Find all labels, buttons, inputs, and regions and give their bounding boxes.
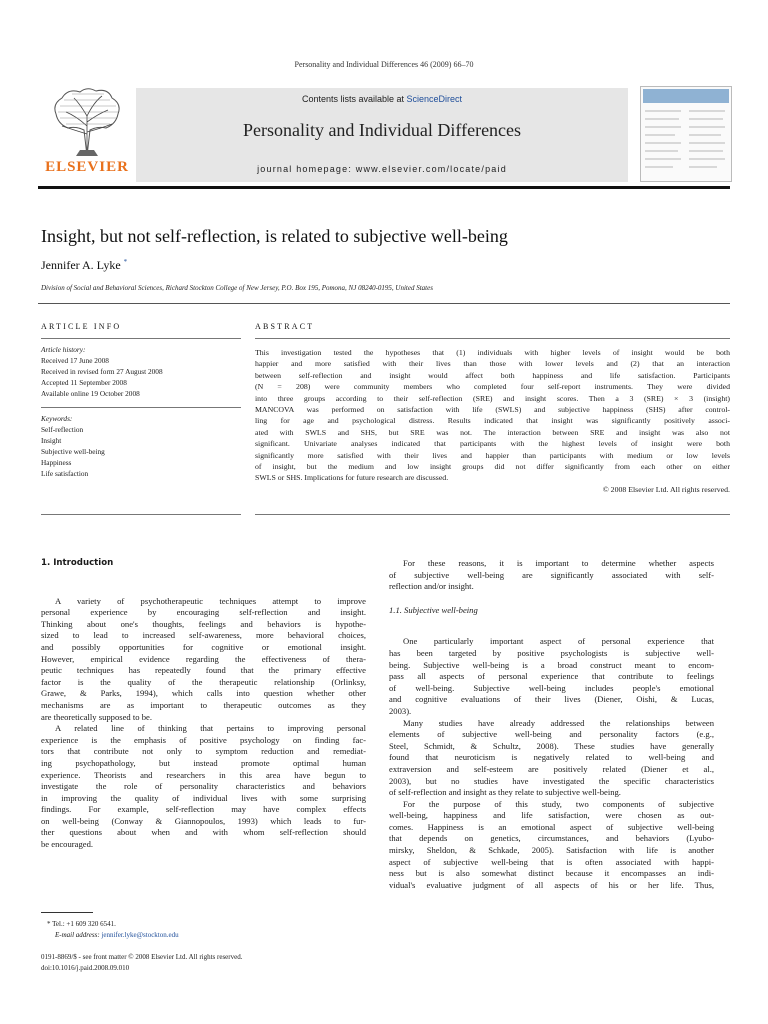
author-footnote-mark[interactable]: * <box>123 258 128 266</box>
body-column-left <box>41 558 366 851</box>
header-rule <box>38 186 730 189</box>
body-line: sized to lead to increased self-awareness, more behavioral choices, <box>41 630 366 641</box>
history-item: Available online 19 October 2008 <box>41 388 140 398</box>
body-line: Grawe, & Parks, 1994), which calls into question whether other <box>41 688 366 699</box>
abstract-end-rule <box>255 514 730 515</box>
body-line: findings. For example, self-reflection may have complex effects <box>41 804 366 815</box>
body-line: being. Subjective well-being is a broad construct meant to encom- <box>389 659 714 670</box>
keyword-item: Subjective well-being <box>41 446 105 456</box>
email-link[interactable]: jennifer.lyke@stockton.edu <box>101 931 179 939</box>
history-item: Received 17 June 2008 <box>41 355 109 365</box>
body-line: Many studies have already addressed the relationships between <box>403 717 714 728</box>
keyword-item: Insight <box>41 435 62 445</box>
body-line: However, empirical evidence regarding the effectiveness of thera- <box>41 653 366 664</box>
author-footnote <box>41 919 179 941</box>
body-line: aspect of subjective well-being that is often associated with happi- <box>389 856 714 867</box>
footnote-tel: * Tel.: +1 609 320 6541. <box>47 920 116 928</box>
body-line: A variety of psychotherapeutic techniques attempt to improve <box>55 595 366 606</box>
email-label: E-mail address: <box>55 931 102 939</box>
body-line: comes. Happiness is an emotional aspect of subjective well-being <box>389 821 714 832</box>
body-line: Steel, Schmidt, & Schultz, 2008). These studies have generally <box>389 740 714 751</box>
body-line: factor is the quality of the therapeutic relationship (Orlinksy, <box>41 676 366 687</box>
affiliation: Division of Social and Behavioral Sciences, Richard Stockton College of New Jersey, P.O. Box 195, Pomona, NJ 08240-0195, United States <box>41 284 433 292</box>
body-line: and possibly opportunities for cognitive or emotional insight. <box>41 641 366 652</box>
subsection-heading: 1.1. Subjective well-being <box>389 604 478 615</box>
issn-line: 0191-8869/$ - see front matter © 2008 Elsevier Ltd. All rights reserved. <box>41 953 243 961</box>
body-column-right <box>389 558 714 891</box>
article-title: Insight, but not self-reflection, is related to subjective well-being <box>41 226 508 246</box>
abstract-line: ated with SWLS and SHS, but SRE was not. The interaction between SRE and insight was also not <box>255 427 730 437</box>
abstract-line: of insight, but the medium and low insight groups did not differ significantly from each other on either <box>255 462 730 472</box>
body-line: Thinking about one's thoughts, feelings and behaviors is hypothe- <box>41 618 366 629</box>
body-line: mirsky, Sheldon, & Schkade, 2005). Satisfaction with life is another <box>389 845 714 856</box>
body-line: For the purpose of this study, two components of subjective <box>403 798 714 809</box>
keyword-item: Life satisfaction <box>41 468 89 478</box>
abstract-line: SWLS or SHS. Implications for future research are discussed. <box>255 473 449 483</box>
elsevier-tree-icon <box>46 86 128 158</box>
body-line: peutic techniques has repeatedly found that the primary effective <box>41 665 366 676</box>
body-line: extraversion and self-esteem are positively related (Diener et al., <box>389 763 714 774</box>
body-line: One particularly important aspect of personal experience that <box>403 636 714 647</box>
doi-line[interactable]: doi:10.1016/j.paid.2008.09.010 <box>41 964 130 972</box>
body-line: well-being, happiness and life satisfaction, were chosen as out- <box>389 810 714 821</box>
body-line: are theoretically supposed to be. <box>41 711 152 722</box>
body-line: on well-being (Conway & Giannopoulos, 1993) which leads to fur- <box>41 815 366 826</box>
affiliation-rule <box>38 303 730 304</box>
abstract-line: MANCOVA was performed on satisfaction with life (SWLS) and subjective happiness (SHS) after control- <box>255 405 730 415</box>
front-matter <box>41 952 242 974</box>
abstract-line: significant. Univariate analyses indicated that participants with the highest levels of insight were both <box>255 439 730 449</box>
elsevier-wordmark: ELSEVIER <box>45 159 129 175</box>
journal-homepage[interactable]: journal homepage: www.elsevier.com/locate/paid <box>257 164 507 174</box>
body-line: reflection and/or insight. <box>389 581 474 592</box>
abstract-line: (N = 208) were community members who completed four self-report instruments. They were divided <box>255 382 730 392</box>
body-line: tors that contribute not only to symptom reduction and remediat- <box>41 746 366 757</box>
abstract-line: This investigation tested the hypotheses that (1) individuals with higher levels of insight would be both <box>255 348 730 357</box>
abstract-line: happier and more satisfied with their lives than those with lower levels and (2) that an interaction <box>255 359 730 369</box>
sciencedirect-link[interactable]: ScienceDirect <box>406 94 463 104</box>
footnote-rule <box>41 912 93 913</box>
body-line: mechanisms are as important to therapeutic outcomes as they <box>41 699 366 710</box>
keywords-rule <box>41 514 241 515</box>
body-line: ing psychopathology, but instead promote optimal human <box>41 757 366 768</box>
article-info-rule <box>41 338 241 339</box>
journal-masthead <box>136 88 628 182</box>
body-line: experience. Theorists and researchers in this area have begun to <box>41 769 366 780</box>
body-line: vidual's evaluative judgment of all aspects of his or her life. Thus, <box>389 879 714 890</box>
body-line: of well-being. Subjective well-being includes people's emotional <box>389 682 714 693</box>
elsevier-logo[interactable] <box>38 86 136 182</box>
abstract-line: into three groups according to their self-reflection (SRE) and insight scores. Then a 3 (SRE) × 3 (insight) <box>255 393 730 403</box>
body-line: investigate the role of personality characteristics and behaviors <box>41 781 366 792</box>
contents-prefix: Contents lists available at <box>301 94 407 104</box>
section-heading-introduction: 1. Introduction <box>41 558 114 568</box>
body-line: ther questions about when and with whom self-reflection should <box>41 827 366 838</box>
abstract-rule <box>255 338 730 339</box>
body-line: 2003), but no studies have investigated the specific characteristics <box>389 775 714 786</box>
author-name: Jennifer A. Lyke <box>41 258 121 272</box>
body-line: that depends on genetics, circumstances, and behaviors (Lyubo- <box>389 833 714 844</box>
body-line: personal experience by encouraging self-reflection and insight. <box>41 607 366 618</box>
keywords <box>41 414 105 479</box>
body-line: be encouraged. <box>41 839 94 850</box>
body-line: 2003). <box>389 705 412 716</box>
body-line: pass all aspects of personal experience that contribute to feelings <box>389 671 714 682</box>
journal-title: Personality and Individual Differences <box>242 120 522 140</box>
history-label: Article history: <box>41 345 86 354</box>
history-rule <box>41 407 241 408</box>
abstract-text <box>255 347 730 495</box>
body-line: elements of subjective well-being and personality factors (e.g., <box>389 729 714 740</box>
abstract-line: ling for age and psychological distress. Results indicated that insight was significantly positively associ- <box>255 416 730 426</box>
keyword-item: Happiness <box>41 457 72 467</box>
body-line: A related line of thinking that pertains to improving personal <box>55 723 366 734</box>
abstract-line: significantly more satisfied with their lives and happier than participants with medium or low levels <box>255 450 730 460</box>
body-line: of subjective well-being are significantly associated with self- <box>389 569 714 580</box>
author-line <box>41 258 127 273</box>
running-head: Personality and Individual Differences 46 (2009) 66–70 <box>294 60 474 69</box>
body-line: has been targeted by positive psychologists is subjective well- <box>389 647 714 658</box>
contents-line <box>136 94 628 104</box>
article-history <box>41 345 163 400</box>
body-line: and cognitive evaluations of their lives (Diener, Oishi, & Lucas, <box>389 694 714 705</box>
abstract-copyright: © 2008 Elsevier Ltd. All rights reserved. <box>602 484 730 494</box>
history-item: Received in revised form 27 August 2008 <box>41 366 163 376</box>
history-item: Accepted 11 September 2008 <box>41 377 127 387</box>
body-line: in improving the quality of individual lives with some surprising <box>41 792 366 803</box>
article-info-heading: ARTICLE INFO <box>41 322 122 331</box>
cover-band <box>643 89 729 103</box>
keyword-item: Self-reflection <box>41 424 84 434</box>
journal-cover-thumbnail <box>640 86 732 182</box>
abstract-line: between self-reflection and insight would affect both happiness and life satisfaction. Participants <box>255 370 730 380</box>
abstract-heading: ABSTRACT <box>255 322 315 331</box>
cover-text-icon <box>645 107 727 177</box>
body-line: For these reasons, it is important to determine whether aspects <box>403 558 714 568</box>
body-line: experience is the emphasis of positive psychology on finding fac- <box>41 734 366 745</box>
body-line: found that neuroticism is negatively related to well-being and <box>389 752 714 763</box>
body-line: of self-reflection and insight as they relate to subjective well-being. <box>389 787 621 798</box>
keywords-label: Keywords: <box>41 414 73 423</box>
body-line: ness but is also somewhat distinct because it encompasses an indi- <box>389 868 714 879</box>
